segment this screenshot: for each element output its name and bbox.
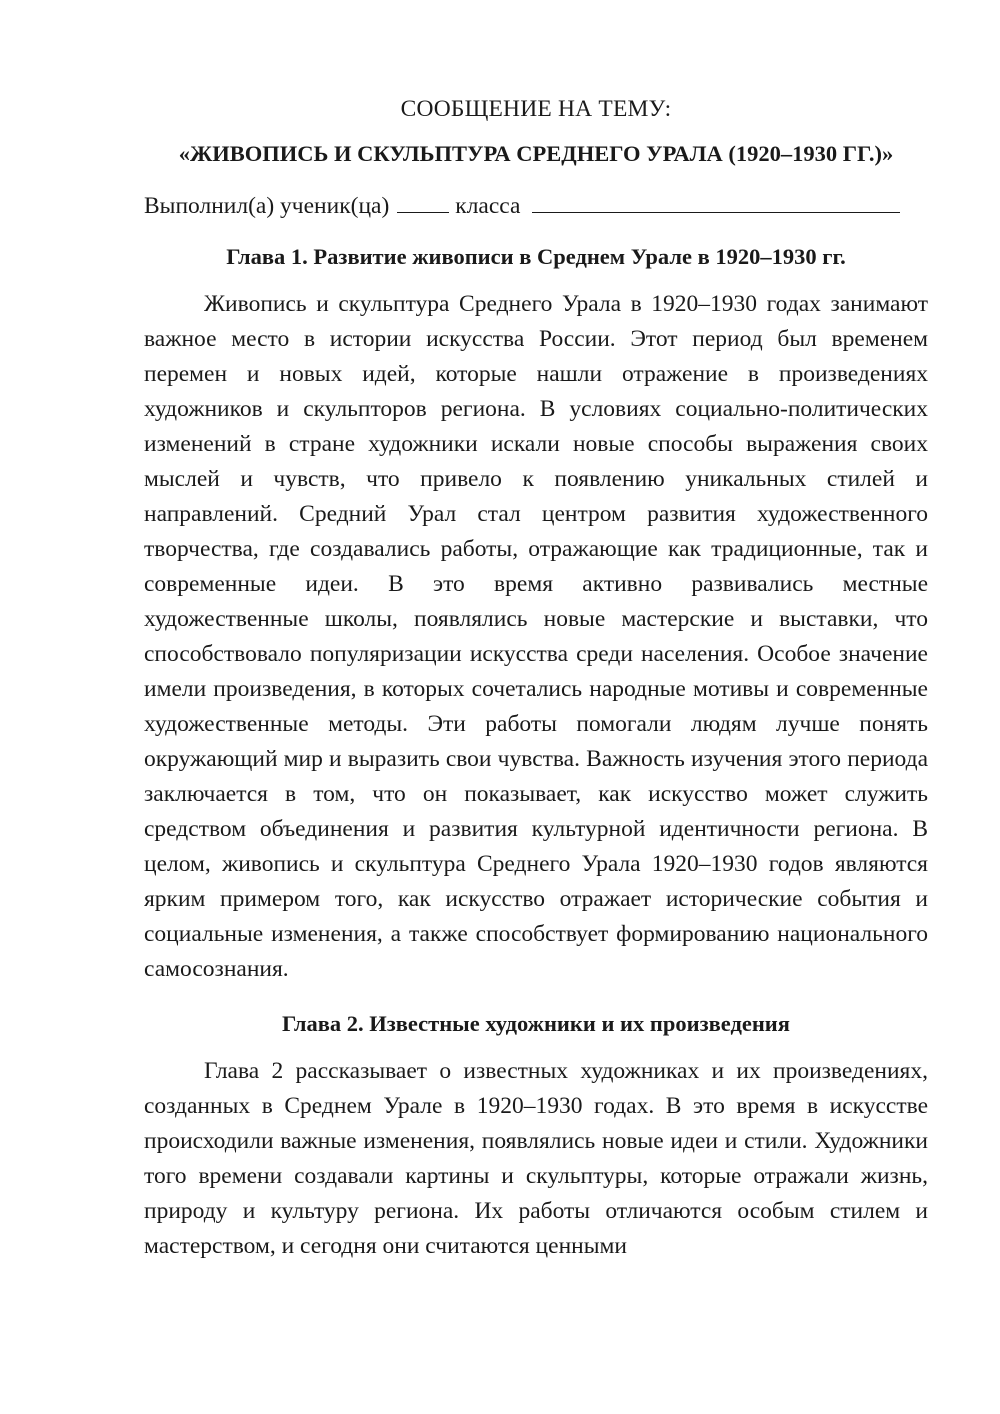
author-prefix: Выполнил(а) ученик(ца) [144,193,390,219]
chapter-1-text: Живопись и скульптура Среднего Урала в 1920–1930 годах занимают важное место в истории искусства России. Этот период был временем перемен и новых идей, которые нашли отражение в произведениях художников и скульпторов региона. В условиях социально-политических изменений в стране художники искали новые способы выражения своих мыслей и чувств, что привело к появлению уникальных стилей и направлений. Средний Урал стал центром развития художественного творчества, где создавались работы, отражающие как традиционные, так и современные идеи. В это время активно развивались местные художественные школы, появлялись новые мастерские и выставки, что способствовало популяризации искусства среди населения. Особое значение имели произведения, в которых сочетались народные мотивы и современные художественные методы. Эти работы помогали людям лучше понять окружающий мир и выразить свои чувства. Важность изучения этого периода заключается в том, что он показывает, как искусство может служить средством объединения и развития культурной идентичности региона. В целом, живопись и скульптура Среднего Урала 1920–1930 годов являются ярким примером того, как искусство отражает исторические события и социальные изменения, а также способствует формированию национального самосознания. [144,291,928,982]
class-number-blank [397,188,449,213]
chapter-1-title: Глава 1. Развитие живописи в Среднем Урале в 1920–1930 гг. [226,244,846,269]
document-title: «ЖИВОПИСЬ И СКУЛЬПТУРА СРЕДНЕГО УРАЛА (1920–1930 ГГ.)» [178,141,894,166]
student-name-blank [532,188,900,213]
class-label: класса [455,193,521,219]
chapter-2-text: Глава 2 рассказывает о известных художниках и их произведениях, созданных в Среднем Урале в 1920–1930 годах. В это время в искусстве происходили важные изменения, появлялись новые идеи и стили. Художники того времени создавали картины и скульптуры, которые отражали жизнь, природу и культуру региона. Их работы отличаются особым стилем и мастерством, и сегодня они считаются ценными [144,1058,928,1259]
chapter-2-title: Глава 2. Известные художники и их произведения [282,1011,790,1036]
document-page [144,92,928,1283]
author-line [144,188,928,224]
topic-heading: СООБЩЕНИЕ НА ТЕМУ: [400,96,672,122]
